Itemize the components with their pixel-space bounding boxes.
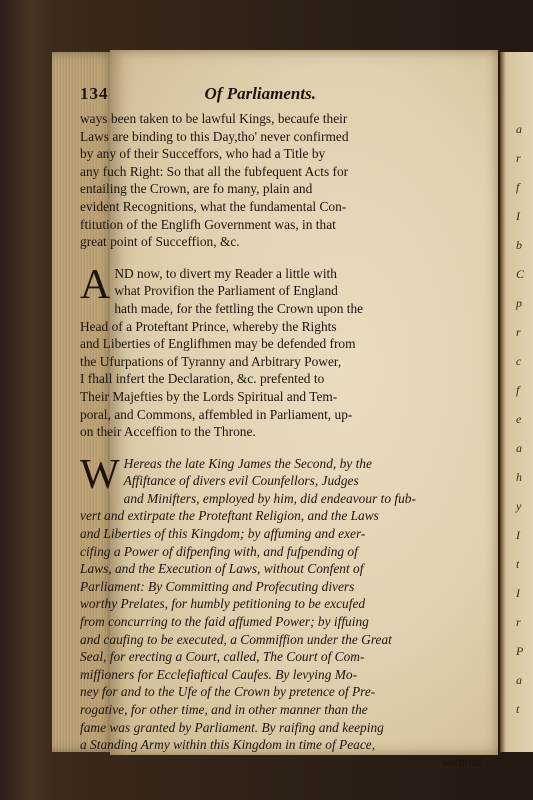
text-line: worthy Prelates, for humbly petitioning to be excufed <box>80 596 366 612</box>
text-line: and Minifters, employed by him, did endeavour to fub- <box>123 490 416 506</box>
facing-page-letter: h <box>516 470 522 484</box>
text-line: the Ufurpations of Tyranny and Arbitrary Power, <box>80 353 342 369</box>
page-content <box>80 84 482 770</box>
text-line: fame was granted by Parliament. By raifing and keeping <box>80 719 384 735</box>
facing-page-letter: C <box>516 267 525 281</box>
text-line: vert and extirpate the Proteftant Religion, and the Laws <box>80 508 379 524</box>
text-line: Seal, for erecting a Court, called, The Court of Com- <box>80 649 365 665</box>
text-line: great point of Succeffion, &c. <box>80 234 240 250</box>
facing-page-letter: y <box>516 499 522 513</box>
text-line: and Liberties of Englifhmen may be defended from <box>80 336 356 352</box>
facing-page-letter: I <box>516 209 520 223</box>
text-line: by any of their Succeffors, who had a Title by <box>80 146 326 162</box>
catchword: without <box>441 753 482 769</box>
drop-cap-w: W <box>80 451 120 498</box>
running-title: Of Parliaments. <box>204 84 316 103</box>
facing-page-letter: f <box>516 383 520 397</box>
text-line: a Standing Army within this Kingdom in time of Peace, <box>80 737 376 753</box>
text-line: cifing a Power of difpenfing with, and fufpending of <box>80 543 358 559</box>
facing-page-letter: a <box>516 441 522 455</box>
page-number: 134 <box>80 84 109 103</box>
text-line: entailing the Crown, are fo many, plain and <box>80 181 313 197</box>
text-line: ways been taken to be lawful Kings, becaufe their <box>80 111 348 126</box>
drop-cap-a: A <box>80 261 111 308</box>
facing-page-letter: r <box>516 615 521 629</box>
text-line: from concurring to the faid affumed Power; by iffuing <box>80 614 369 630</box>
text-line: what Provifion the Parliament of England <box>114 283 338 299</box>
text-line: ftitution of the Englifh Government was, in that <box>80 216 336 232</box>
facing-page-letter: f <box>516 180 520 194</box>
paragraph-3 <box>80 451 482 754</box>
text-line: on their Acceffion to the Throne. <box>80 424 256 440</box>
running-head <box>80 84 482 108</box>
text-line: ND now, to divert my Reader a little with <box>114 265 337 281</box>
facing-page-letter: a <box>516 673 522 687</box>
facing-page-letter: t <box>516 702 520 716</box>
text-line: and Liberties of this Kingdom; by affuming and exer- <box>80 526 366 542</box>
facing-page-letter: I <box>516 586 520 600</box>
text-line: rogative, for other time, and in other manner than the <box>80 702 368 717</box>
paragraph-1 <box>80 110 482 251</box>
facing-page-letter: r <box>516 151 521 165</box>
text-line: I fhall infert the Declaration, &c. prefented to <box>80 371 325 387</box>
text-line: evident Recognitions, what the fundamental Con- <box>80 198 347 214</box>
facing-page-letter: b <box>516 238 522 252</box>
facing-page-letter: p <box>516 296 522 310</box>
text-line: poral, and Commons, affembled in Parliament, up- <box>80 406 353 422</box>
text-line: miffioners for Ecclefiaftical Caufes. By levying Mo- <box>80 666 358 682</box>
text-line: Head of a Proteftant Prince, whereby the Rights <box>80 318 337 334</box>
text-line: Their Majefties by the Lords Spiritual and Tem- <box>80 388 338 404</box>
text-line: Laws are binding to this Day,tho' never confirmed <box>80 128 349 144</box>
facing-page-edge <box>500 52 533 752</box>
text-line: Hereas the late King James the Second, by the <box>123 455 372 471</box>
text-line: hath made, for the fettling the Crown upon the <box>114 300 364 316</box>
paragraph-2 <box>80 261 482 441</box>
facing-page-letter: r <box>516 325 521 339</box>
text-line: Parliament: By Committing and Profecuting divers <box>80 578 355 594</box>
facing-page-letter: I <box>516 528 520 542</box>
facing-page-letter: P <box>516 644 524 658</box>
text-line: ney for and to the Ufe of the Crown by pretence of Pre- <box>80 684 376 700</box>
text-line: and caufing to be executed, a Commiffion under the Great <box>80 631 392 647</box>
facing-page-letter: t <box>516 557 520 571</box>
facing-page-letter: a <box>516 122 522 136</box>
text-line: Laws, and the Execution of Laws, without Confent of <box>80 561 364 577</box>
facing-page-letter: c <box>516 354 522 368</box>
facing-page-letter: e <box>516 412 522 426</box>
text-line: any fuch Right: So that all the fubfequent Acts for <box>80 163 349 179</box>
text-line: Affiftance of divers evil Counfellors, Judges <box>123 473 359 489</box>
